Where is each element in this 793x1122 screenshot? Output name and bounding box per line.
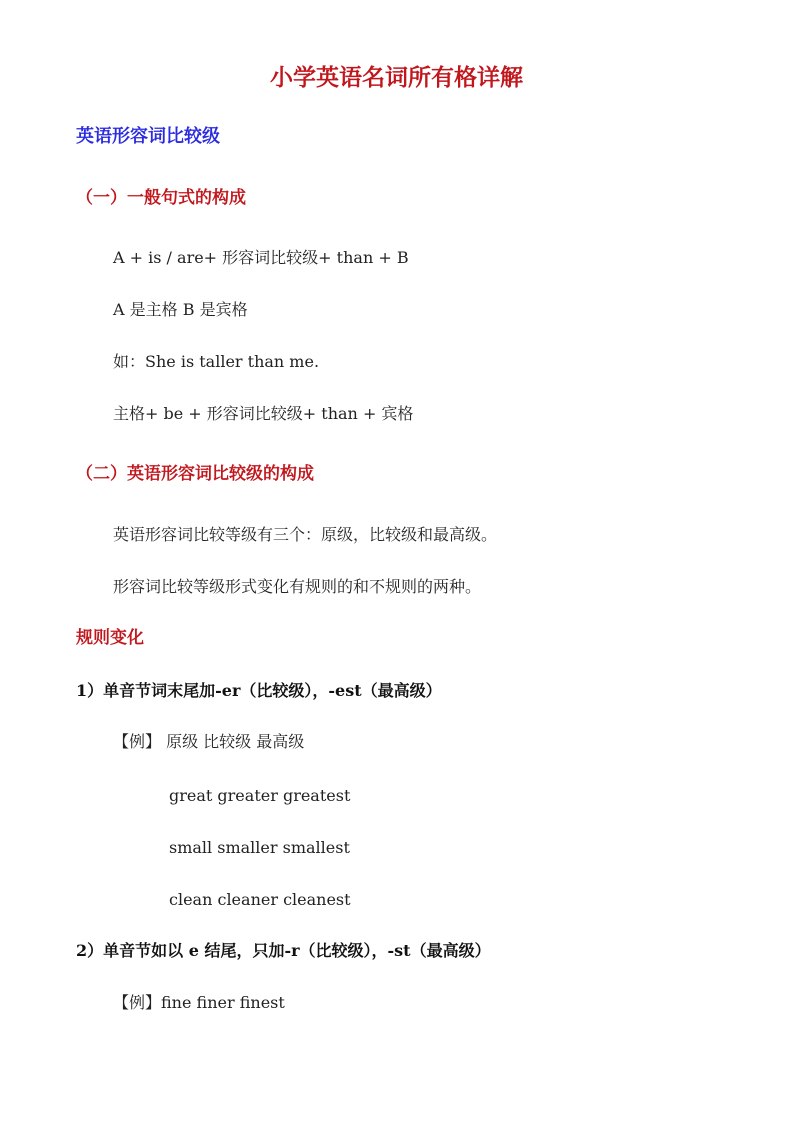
part2-line-degrees: 英语形容词比较等级有三个：原级，比较级和最高级。 bbox=[113, 525, 498, 544]
regular-heading: 规则变化 bbox=[76, 628, 144, 648]
rule1-text: 1）单音节词末尾加-er（比较级），-est（最高级） bbox=[76, 681, 442, 700]
part2-heading: （二）英语形容词比较级的构成 bbox=[76, 464, 314, 484]
part1-line-formula: A + is / are+ 形容词比较级+ than + B bbox=[113, 248, 409, 267]
rule1-example-header: 【例】 原级 比较级 最高级 bbox=[113, 732, 305, 751]
rule1-example-row: small smaller smallest bbox=[169, 838, 350, 857]
rule2-example: 【例】fine finer finest bbox=[113, 993, 285, 1012]
rule2-text: 2）单音节如以 e 结尾，只加-r（比较级），-st（最高级） bbox=[76, 941, 491, 960]
part1-heading: （一）一般句式的构成 bbox=[76, 188, 246, 208]
section-heading: 英语形容词比较级 bbox=[76, 126, 220, 147]
part1-line-case: A 是主格 B 是宾格 bbox=[113, 300, 248, 319]
page-title: 小学英语名词所有格详解 bbox=[270, 64, 523, 91]
part1-line-pattern: 主格+ be + 形容词比较级+ than + 宾格 bbox=[113, 404, 414, 423]
rule1-example-row: clean cleaner cleanest bbox=[169, 890, 351, 909]
part2-line-forms: 形容词比较等级形式变化有规则的和不规则的两种。 bbox=[113, 577, 482, 596]
part1-line-example: 如：She is taller than me. bbox=[113, 352, 320, 371]
rule1-example-row: great greater greatest bbox=[169, 786, 351, 805]
